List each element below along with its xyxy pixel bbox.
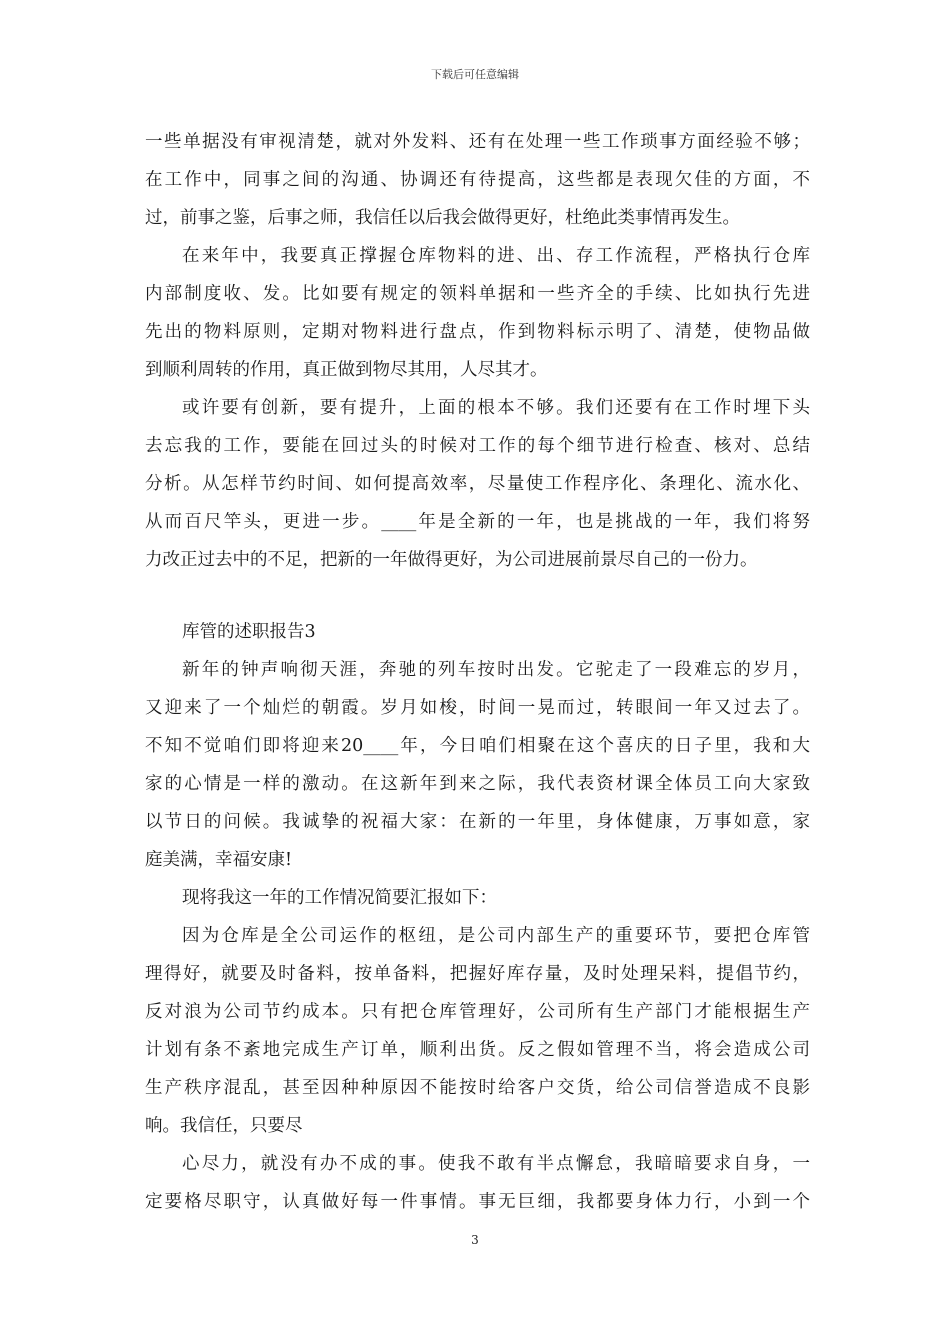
text-line: 从而百尺竿头，更进一步。____年是全新的一年，也是挑战的一年，我们将努 (145, 512, 810, 532)
text-line: 心尽力，就没有办不成的事。使我不敢有半点懈怠，我暗暗要求自身，一 (182, 1154, 810, 1174)
text-line: 一些单据没有审视清楚，就对外发料、还有在处理一些工作琐事方面经验不够； (145, 132, 810, 152)
text-line: 计划有条不紊地完成生产订单，顺利出货。反之假如管理不当，将会造成公司 (145, 1040, 810, 1060)
text-line: 现将我这一年的工作情况简要汇报如下： (182, 888, 497, 908)
text-line: 以节日的问候。我诚挚的祝福大家：在新的一年里，身体健康，万事如意，家 (145, 812, 810, 832)
document-body (145, 123, 810, 1221)
text-line: 响。我信任，只要尽 (145, 1116, 303, 1136)
text-line: 内部制度收、发。比如要有规定的领料单据和一些齐全的手续、比如执行先进 (145, 284, 810, 304)
text-line: 生产秩序混乱，甚至因种种原因不能按时给客户交货，给公司信誉造成不良影 (145, 1078, 810, 1098)
text-line: 过，前事之鉴，后事之师，我信任以后我会做得更好，杜绝此类事情再发生。 (145, 208, 740, 228)
text-line: 因为仓库是全公司运作的枢纽，是公司内部生产的重要环节，要把仓库管 (182, 926, 810, 946)
text-line: 去忘我的工作，要能在回过头的时候对工作的每个细节进行检查、核对、总结 (145, 436, 810, 456)
text-line: 理得好，就要及时备料，按单备料，把握好库存量，及时处理呆料，提倡节约， (145, 964, 810, 984)
page-number: 3 (471, 1233, 479, 1247)
text-line: 到顺利周转的作用，真正做到物尽其用，人尽其才。 (145, 360, 548, 380)
text-line: 家的心情是一样的激动。在这新年到来之际，我代表资材课全体员工向大家致 (145, 774, 810, 794)
text-line: 或许要有创新，要有提升，上面的根本不够。我们还要有在工作时埋下头 (182, 398, 810, 418)
paragraph (145, 651, 810, 879)
text-line: 反对浪为公司节约成本。只有把仓库管理好，公司所有生产部门才能根据生产 (145, 1002, 810, 1022)
text-line: 先出的物料原则，定期对物料进行盘点，作到物料标示明了、清楚，使物品做 (145, 322, 810, 342)
text-line: 力改正过去中的不足，把新的一年做得更好，为公司进展前景尽自己的一份力。 (145, 550, 758, 570)
paragraph (145, 389, 810, 579)
page-header: 下载后可任意编辑 (431, 68, 519, 81)
text-line: 分析。从怎样节约时间、如何提高效率，尽量使工作程序化、条理化、流水化、 (145, 474, 810, 494)
paragraph (145, 1145, 810, 1221)
section-title: 库管的述职报告3 (182, 622, 316, 642)
text-line: 不知不觉咱们即将迎来20____年，今日咱们相聚在这个喜庆的日子里，我和大 (145, 736, 810, 756)
text-line: 定要格尽职守，认真做好每一件事情。事无巨细，我都要身体力行，小到一个 (145, 1192, 810, 1212)
text-line: 在来年中，我要真正撑握仓库物料的进、出、存工作流程，严格执行仓库 (182, 246, 810, 266)
text-line: 又迎来了一个灿烂的朝霞。岁月如梭，时间一晃而过，转眼间一年又过去了。 (145, 698, 810, 718)
text-line: 在工作中，同事之间的沟通、协调还有待提高，这些都是表现欠佳的方面，不 (145, 170, 810, 190)
paragraph (145, 123, 810, 237)
text-line: 新年的钟声响彻天涯，奔驰的列车按时出发。它驼走了一段难忘的岁月， (182, 660, 810, 680)
paragraph (145, 879, 810, 917)
paragraph (145, 237, 810, 389)
text-line: 庭美满，幸福安康! (145, 850, 293, 870)
paragraph (145, 917, 810, 1145)
section-gap (145, 579, 810, 613)
